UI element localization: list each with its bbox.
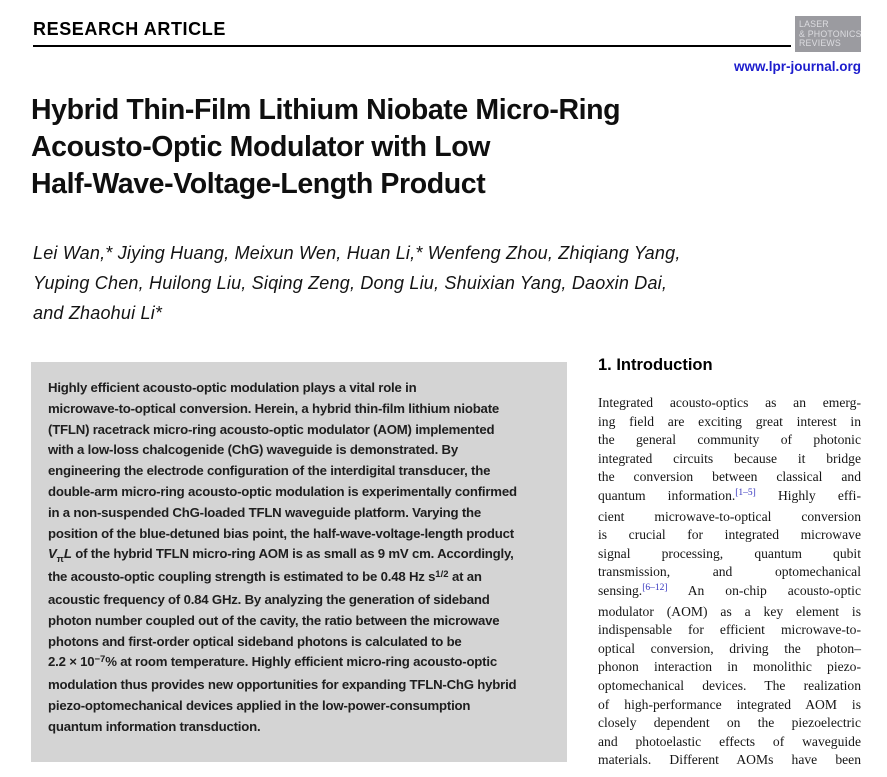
- text-segment: quantum information.: [598, 487, 736, 503]
- text-segment: of the hybrid TFLN micro-ring AOM is as small as 9 mV cm. Accordingly,: [71, 546, 514, 562]
- text-line: Acousto-Optic Modulator with Low: [31, 131, 490, 163]
- introduction-paragraph: [598, 394, 861, 770]
- text-segment: 2.2 × 10: [48, 654, 95, 670]
- text-line: and Zhaohui Li*: [33, 303, 163, 323]
- text-line: acoustic frequency of 0.84 GHz. By analyzing the generation of sideband: [48, 591, 490, 607]
- text-segment: the acousto-optic coupling strength is estimated to be 0.48 Hz s: [48, 569, 436, 585]
- abstract-panel: [31, 362, 567, 762]
- text-line: double-arm micro-ring acousto-optic modulation is experimentally confirmed: [48, 483, 517, 499]
- text-line: [48, 544, 559, 567]
- text-line: Highly efficient acousto-optic modulation plays a vital role in: [48, 380, 417, 395]
- text-line: Lei Wan,* Jiying Huang, Meixun Wen, Huan Li,* Wenfeng Zhou, Zhiqiang Yang,: [33, 243, 681, 263]
- author-list: [33, 238, 681, 328]
- journal-website-link[interactable]: www.lpr-journal.org: [734, 59, 861, 74]
- text-line: is crucial for integrated microwave: [598, 527, 861, 543]
- text-segment: sensing.: [598, 582, 643, 598]
- text-line: optomechanical devices. The realization: [598, 677, 861, 693]
- text-line: Yuping Chen, Huilong Liu, Siqing Zeng, Dong Liu, Shuixian Yang, Daoxin Dai,: [33, 273, 668, 293]
- text-line: position of the blue-detuned bias point, the half-wave-voltage-length product: [48, 525, 514, 541]
- text-line: Hybrid Thin-Film Lithium Niobate Micro-Ring: [31, 94, 621, 126]
- text-line: & PHOTONICS: [799, 28, 862, 39]
- text-segment: −7: [94, 653, 106, 665]
- text-line: in a non-suspended ChG-loaded TFLN waveguide platform. Varying the: [48, 504, 482, 520]
- text-line: closely dependent on the piezoelectric: [598, 715, 861, 731]
- text-line: Half-Wave-Voltage-Length Product: [31, 168, 486, 200]
- header-rule: [33, 45, 791, 47]
- text-line: [48, 567, 559, 590]
- text-line: indispensable for efficient microwave-to-: [598, 622, 861, 638]
- paper-title: [31, 92, 620, 203]
- text-segment: V: [48, 546, 57, 562]
- text-line: with a low-loss chalcogenide (ChG) waveguide is demonstrated. By: [48, 442, 459, 458]
- text-line: [598, 487, 861, 508]
- text-line: [598, 582, 861, 603]
- text-line: [48, 652, 559, 675]
- text-segment: Highly effi-: [755, 487, 861, 503]
- text-line: REVIEWS: [799, 38, 841, 49]
- text-line: Integrated acousto-optics as an emerg-: [598, 395, 861, 410]
- text-line: integrated circuits because it bridge: [598, 450, 861, 466]
- text-line: modulation thus provides new opportunities for expanding TFLN-ChG hybrid: [48, 677, 517, 693]
- text-line: of high-performance integrated AOM is: [598, 696, 861, 712]
- text-line: photon number coupled out of the cavity, the ratio between the microwave: [48, 612, 500, 628]
- text-line: signal processing, quantum qubit: [598, 545, 861, 561]
- text-line: engineering the electrode configuration of the interdigital transducer, the: [48, 463, 491, 479]
- text-line: piezo-optomechanical devices applied in the low-power-consumption: [48, 697, 471, 713]
- text-line: phonon interaction in monolithic piezo-: [598, 659, 861, 675]
- text-line: ing field are exciting great interest in: [598, 413, 861, 429]
- text-segment: π: [56, 553, 64, 565]
- text-segment: L: [63, 546, 72, 562]
- text-line: transmission, and optomechanical: [598, 564, 861, 580]
- citation-link[interactable]: [6–12]: [642, 583, 668, 594]
- text-line: quantum information transduction.: [48, 718, 261, 734]
- text-line: (TFLN) racetrack micro-ring acousto-optic modulator (AOM) implemented: [48, 421, 495, 437]
- introduction-section: [598, 356, 861, 770]
- text-segment: 1/2: [435, 568, 449, 580]
- text-segment: at an: [448, 569, 482, 585]
- text-segment: An on-chip acousto-optic: [667, 582, 861, 598]
- introduction-heading: 1. Introduction: [598, 356, 713, 374]
- text-line: LASER: [799, 19, 829, 29]
- text-line: materials. Different AOMs have been: [598, 752, 861, 768]
- text-line: modulator (AOM) as a key element is: [598, 603, 861, 619]
- text-line: the general community of photonic: [598, 432, 861, 448]
- text-line: photons and first-order optical sideband photons is calculated to be: [48, 633, 462, 649]
- text-line: the conversion between classical and: [598, 469, 861, 485]
- journal-logo: [795, 16, 861, 52]
- text-line: cient microwave-to-optical conversion: [598, 508, 861, 524]
- text-line: microwave-to-optical conversion. Herein, a hybrid thin-film lithium niobate: [48, 400, 500, 416]
- research-article-label: RESEARCH ARTICLE: [33, 19, 226, 39]
- text-segment: % at room temperature. Highly efficient micro-ring acousto-optic: [105, 654, 497, 670]
- text-line: and photoelastic effects of waveguide: [598, 733, 861, 749]
- text-line: optical conversion, driving the photon–: [598, 640, 861, 656]
- citation-link[interactable]: [1–5]: [735, 488, 756, 499]
